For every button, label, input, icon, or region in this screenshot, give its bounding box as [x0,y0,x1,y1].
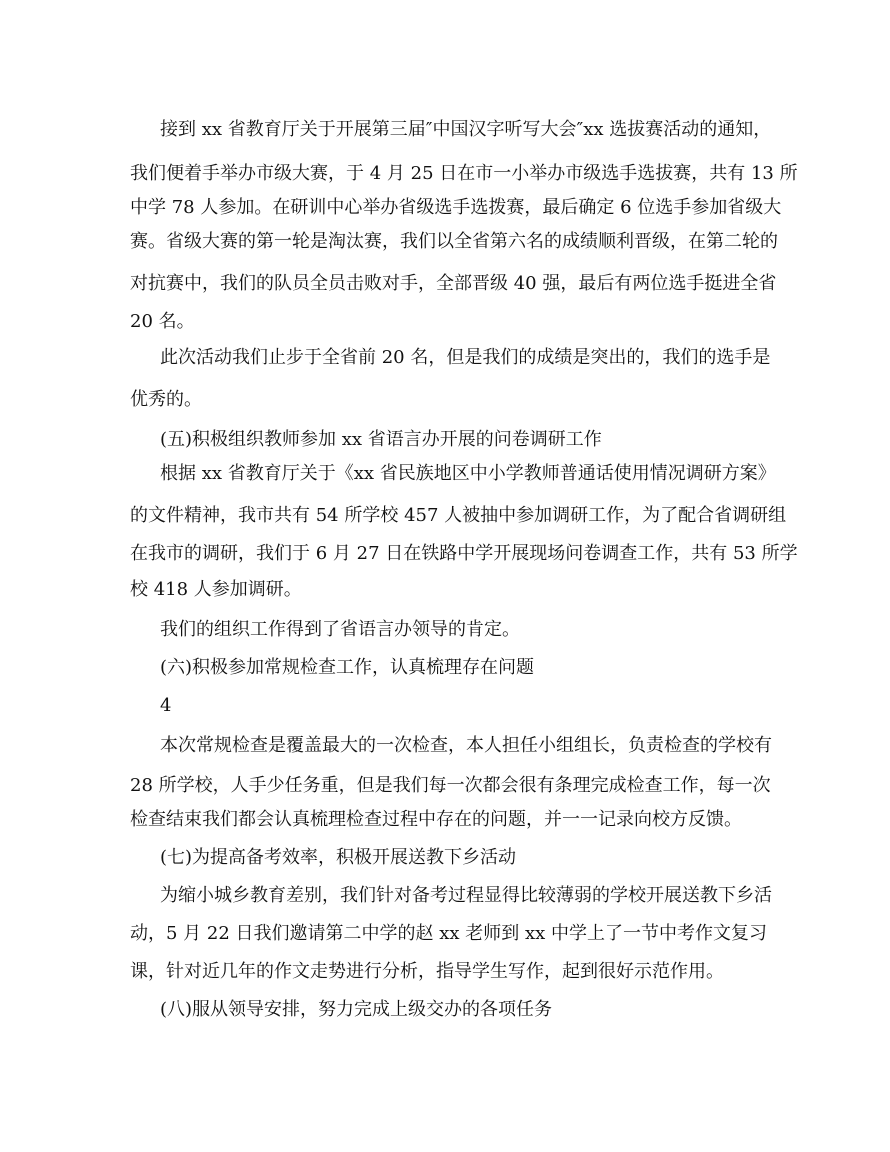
paragraph-line: 赛。省级大赛的第一轮是淘汰赛，我们以全省第六名的成绩顺利晋级，在第二轮的 [130,231,778,252]
section-heading: (五)积极组织教师参加 xx 省语言办开展的问卷调研工作 [160,429,602,450]
paragraph-line: 动，5 月 22 日我们邀请第二中学的赵 xx 老师到 xx 中学上了一节中考作文复习 [130,923,768,944]
section-heading: (八)服从领导安排，努力完成上级交办的各项任务 [160,999,553,1020]
section-heading: (六)积极参加常规检查工作，认真梳理存在问题 [160,657,535,678]
paragraph-line: 根据 xx 省教育厅关于《xx 省民族地区中小学教师普通话使用情况调研方案》 [160,463,776,484]
paragraph-line: 对抗赛中，我们的队员全员击败对手，全部晋级 40 强，最后有两位选手挺进全省 [130,273,777,294]
paragraph-line: 我们便着手举办市级大赛，于 4 月 25 日在市一小举办市级选手选拔赛，共有 13 所 [130,163,798,184]
paragraph-line: 检查结束我们都会认真梳理检查过程中存在的问题，并一一记录向校方反馈。 [130,809,742,830]
paragraph-line: 20 名。 [130,311,195,332]
paragraph-line: 为缩小城乡教育差别，我们针对备考过程显得比较薄弱的学校开展送教下乡活 [160,885,772,906]
paragraph-line: 的文件精神，我市共有 54 所学校 457 人被抽中参加调研工作，为了配合省调研组 [130,505,787,526]
page-number: 4 [160,695,172,716]
paragraph-line: 中学 78 人参加。在研训中心举办省级选手选拨赛，最后确定 6 位选手参加省级大 [130,197,782,218]
paragraph-line: 校 418 人参加调研。 [130,579,302,600]
paragraph-line: 本次常规检查是覆盖最大的一次检查，本人担任小组组长，负责检查的学校有 [160,735,772,756]
paragraph-line: 此次活动我们止步于全省前 20 名，但是我们的成绩是突出的，我们的选手是 [160,347,771,368]
paragraph-line: 课，针对近几年的作文走势进行分析，指导学生写作，起到很好示范作用。 [130,961,724,982]
paragraph-line: 优秀的。 [130,389,202,410]
section-heading: (七)为提高备考效率，积极开展送教下乡活动 [160,847,517,868]
paragraph-line: 我们的组织工作得到了省语言办领导的肯定。 [160,619,520,640]
paragraph-line: 28 所学校，人手少任务重，但是我们每一次都会很有条理完成检查工作，每一次 [130,775,771,796]
paragraph-line: 在我市的调研，我们于 6 月 27 日在铁路中学开展现场问卷调查工作，共有 53 所学 [130,543,798,564]
paragraph-line: 接到 xx 省教育厅关于开展第三届″中国汉字听写大会″xx 选拔赛活动的通知， [160,119,772,140]
